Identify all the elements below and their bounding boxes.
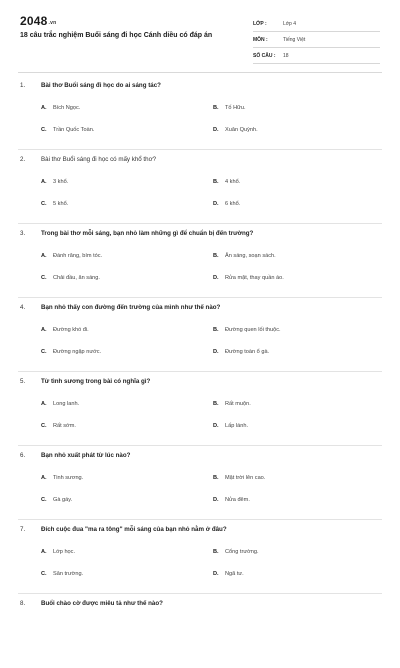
answer-option[interactable] — [213, 201, 240, 207]
question-item — [0, 224, 400, 298]
question-number: 1. — [20, 82, 26, 89]
answer-option[interactable] — [41, 401, 79, 407]
meta-value: Lớp 4 — [283, 20, 297, 27]
answer-option[interactable] — [41, 179, 68, 185]
option-text: Xuân Quỳnh. — [225, 127, 258, 133]
answer-option[interactable] — [213, 549, 259, 555]
option-letter: A. — [41, 327, 47, 333]
option-text: Bích Ngọc. — [53, 105, 81, 111]
option-text: Chải đầu, ăn sáng. — [53, 275, 100, 281]
answer-option[interactable] — [213, 475, 265, 481]
option-letter: D. — [213, 275, 219, 281]
answer-option[interactable] — [41, 349, 101, 355]
meta-value: 18 — [283, 52, 289, 59]
answer-option[interactable] — [213, 275, 284, 281]
option-letter: D. — [213, 349, 219, 355]
answer-option[interactable] — [213, 327, 281, 333]
option-letter: A. — [41, 401, 47, 407]
document-meta — [253, 16, 380, 64]
option-letter: A. — [41, 549, 47, 555]
question-item — [0, 520, 400, 594]
answer-option[interactable] — [41, 253, 102, 259]
question-text: Bạn nhỏ xuất phát từ lúc nào? — [41, 452, 131, 459]
meta-row-count — [253, 48, 380, 64]
option-text: Cổng trường. — [225, 549, 259, 555]
option-letter: C. — [41, 349, 47, 355]
question-number: 4. — [20, 304, 26, 311]
option-letter: B. — [213, 327, 219, 333]
option-letter: A. — [41, 253, 47, 259]
meta-value: Tiếng Việt — [283, 36, 306, 43]
question-text-row — [20, 452, 380, 459]
answer-option[interactable] — [213, 349, 269, 355]
option-text: Ngã tư. — [225, 571, 244, 577]
answer-option[interactable] — [41, 549, 75, 555]
option-letter: B. — [213, 475, 219, 481]
option-text: Đánh răng, bím tóc. — [53, 253, 103, 259]
option-letter: C. — [41, 275, 47, 281]
header-divider — [18, 72, 382, 73]
answer-option[interactable] — [213, 497, 250, 503]
option-text: Gà gáy. — [53, 497, 73, 503]
option-text: Rửa mặt, thay quần áo. — [225, 275, 284, 281]
answer-option[interactable] — [213, 571, 244, 577]
option-letter: D. — [213, 423, 219, 429]
question-text-row — [20, 82, 380, 89]
option-letter: B. — [213, 253, 219, 259]
question-number: 7. — [20, 526, 26, 533]
option-letter: D. — [213, 571, 219, 577]
answer-option[interactable] — [41, 275, 100, 281]
question-text: Buổi chào cờ được miêu tả như thế nào? — [41, 600, 163, 607]
option-text: Lấp lánh. — [225, 423, 249, 429]
question-number: 3. — [20, 230, 26, 237]
question-item — [0, 446, 400, 520]
question-item — [0, 298, 400, 372]
option-text: Tố Hữu. — [225, 105, 246, 111]
question-item — [0, 594, 400, 668]
meta-row-subject — [253, 32, 380, 48]
answer-option[interactable] — [213, 253, 276, 259]
question-text: Bài thơ Buổi sáng đi học do ai sáng tác? — [41, 82, 161, 89]
option-letter: D. — [213, 127, 219, 133]
answer-option[interactable] — [213, 401, 251, 407]
answer-option[interactable] — [41, 327, 89, 333]
answer-option[interactable] — [213, 423, 248, 429]
answer-option[interactable] — [41, 105, 80, 111]
option-text: Long lanh. — [53, 401, 80, 407]
question-text: Đích cuộc đua "ma ra tông" mỗi sáng của bạn nhỏ nằm ở đâu? — [41, 526, 227, 533]
answer-option[interactable] — [41, 475, 83, 481]
site-logo[interactable] — [20, 14, 56, 28]
question-text-row — [20, 304, 380, 311]
question-item — [0, 372, 400, 446]
answer-option[interactable] — [41, 497, 72, 503]
option-text: Đường khó đi. — [53, 327, 89, 333]
answer-option[interactable] — [41, 201, 68, 207]
option-text: Mặt trời lên cao. — [225, 475, 266, 481]
option-letter: D. — [213, 497, 219, 503]
option-text: 4 khổ. — [225, 179, 241, 185]
meta-row-grade — [253, 16, 380, 32]
logo-suffix: .vn — [48, 20, 57, 26]
option-text: Lớp học. — [53, 549, 76, 555]
option-letter: A. — [41, 179, 47, 185]
question-item — [0, 150, 400, 224]
question-text-row — [20, 156, 380, 163]
question-number: 2. — [20, 156, 26, 163]
option-letter: C. — [41, 497, 47, 503]
option-letter: B. — [213, 179, 219, 185]
answer-option[interactable] — [213, 179, 240, 185]
option-text: Đường toàn ổ gà. — [225, 349, 270, 355]
option-letter: D. — [213, 201, 219, 207]
option-text: 3 khổ. — [53, 179, 69, 185]
meta-label: LỚP : — [253, 20, 267, 27]
meta-label: SỐ CÂU : — [253, 52, 276, 59]
question-number: 5. — [20, 378, 26, 385]
option-letter: A. — [41, 105, 47, 111]
question-text-row — [20, 378, 380, 385]
answer-option[interactable] — [41, 127, 94, 133]
option-text: Ăn sáng, soạn sách. — [225, 253, 276, 259]
option-text: Đường quen lối thuộc. — [225, 327, 281, 333]
answer-option[interactable] — [213, 127, 258, 133]
option-text: Nửa đêm. — [225, 497, 250, 503]
question-text-row — [20, 230, 380, 237]
question-text-row — [20, 600, 380, 607]
question-list — [0, 76, 400, 668]
option-text: Sân trường. — [53, 571, 84, 577]
question-text-row — [20, 526, 380, 533]
option-text: Rất sớm. — [53, 423, 76, 429]
answer-option[interactable] — [213, 105, 246, 111]
logo-text: 2048 — [20, 14, 48, 28]
question-number: 6. — [20, 452, 26, 459]
option-letter: B. — [213, 401, 219, 407]
answer-option[interactable] — [41, 423, 76, 429]
document-title: 18 câu trắc nghiệm Buổi sáng đi học Cánh diều có đáp án — [20, 32, 213, 39]
meta-label: MÔN : — [253, 36, 268, 43]
document-header — [0, 0, 400, 64]
option-text: Tinh sương. — [53, 475, 84, 481]
answer-option[interactable] — [41, 571, 83, 577]
option-text: Đường ngập nước. — [53, 349, 102, 355]
option-text: 6 khổ. — [225, 201, 241, 207]
option-letter: A. — [41, 475, 47, 481]
question-number: 8. — [20, 600, 26, 607]
option-letter: B. — [213, 549, 219, 555]
question-text: Bạn nhỏ thấy con đường đến trường của mình như thế nào? — [41, 304, 221, 311]
question-text: Từ tình sương trong bài có nghĩa gì? — [41, 378, 151, 385]
question-item — [0, 76, 400, 150]
option-text: 5 khổ. — [53, 201, 69, 207]
option-letter: C. — [41, 127, 47, 133]
option-text: Rất muộn. — [225, 401, 251, 407]
option-letter: C. — [41, 571, 47, 577]
question-text: Trong bài thơ mỗi sáng, bạn nhỏ làm những gì để chuẩn bị đến trường? — [41, 230, 254, 237]
question-text: Bài thơ Buổi sáng đi học có mấy khổ thơ? — [41, 156, 157, 163]
option-letter: C. — [41, 201, 47, 207]
option-letter: B. — [213, 105, 219, 111]
option-text: Trần Quốc Toàn. — [53, 127, 95, 133]
option-letter: C. — [41, 423, 47, 429]
